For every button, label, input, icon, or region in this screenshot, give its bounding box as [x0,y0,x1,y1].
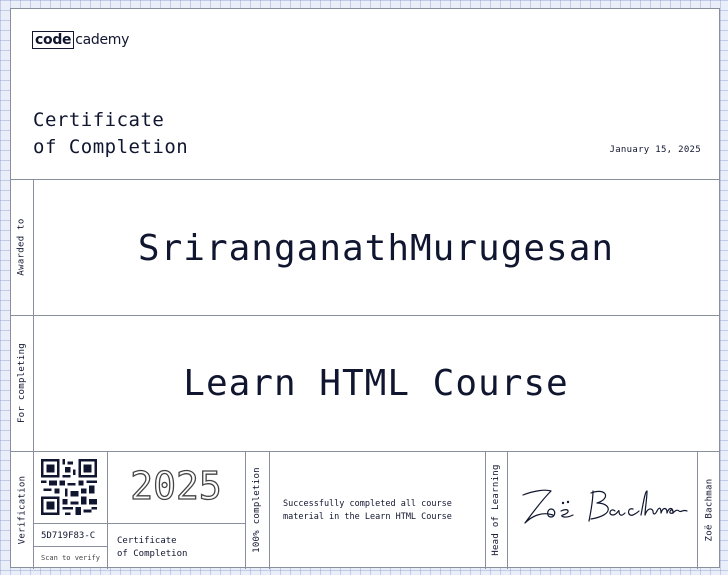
scan-to-verify: Scan to verify [41,554,101,562]
awarded-label: Awarded to [17,218,27,276]
completing-label: For completing [17,342,27,424]
signer-title-cell [485,451,507,569]
completion-label: 100% completion [252,467,262,553]
signer-title: Head of Learning [491,464,501,556]
verification-label-cell [11,451,33,569]
completing-label-cell [11,315,33,451]
codecademy-logo [32,31,129,49]
verification-label: Verification [17,475,27,545]
divider [269,451,270,569]
divider [507,451,508,569]
completion-year: 2025 [130,464,222,508]
divider [107,523,245,524]
signer-name: Zoë Bachman [704,478,714,542]
certificate [10,8,720,568]
qr-code-icon[interactable] [41,459,97,515]
issue-date: January 15, 2025 [609,145,701,155]
divider [33,523,107,524]
recipient-name: SriranganathMurugesan [137,228,615,269]
course-name: Learn HTML Course [183,363,569,404]
certificate-title: Certificate of Completion [33,109,189,158]
completion-description: Successfully completed all course material in the Learn HTML Course [283,499,452,522]
divider [11,451,719,452]
completion-label-cell [245,451,269,569]
logo-cademy: cademy [75,32,130,48]
logo-code: code [32,31,74,49]
verification-code: 5D719F83-C [41,531,96,541]
signature-image [511,481,691,531]
signer-name-cell [697,451,721,569]
divider [33,546,107,547]
certificate-small-label: Certificate of Completion [117,536,188,559]
divider [11,179,719,180]
divider [11,315,719,316]
awarded-label-cell [11,179,33,315]
